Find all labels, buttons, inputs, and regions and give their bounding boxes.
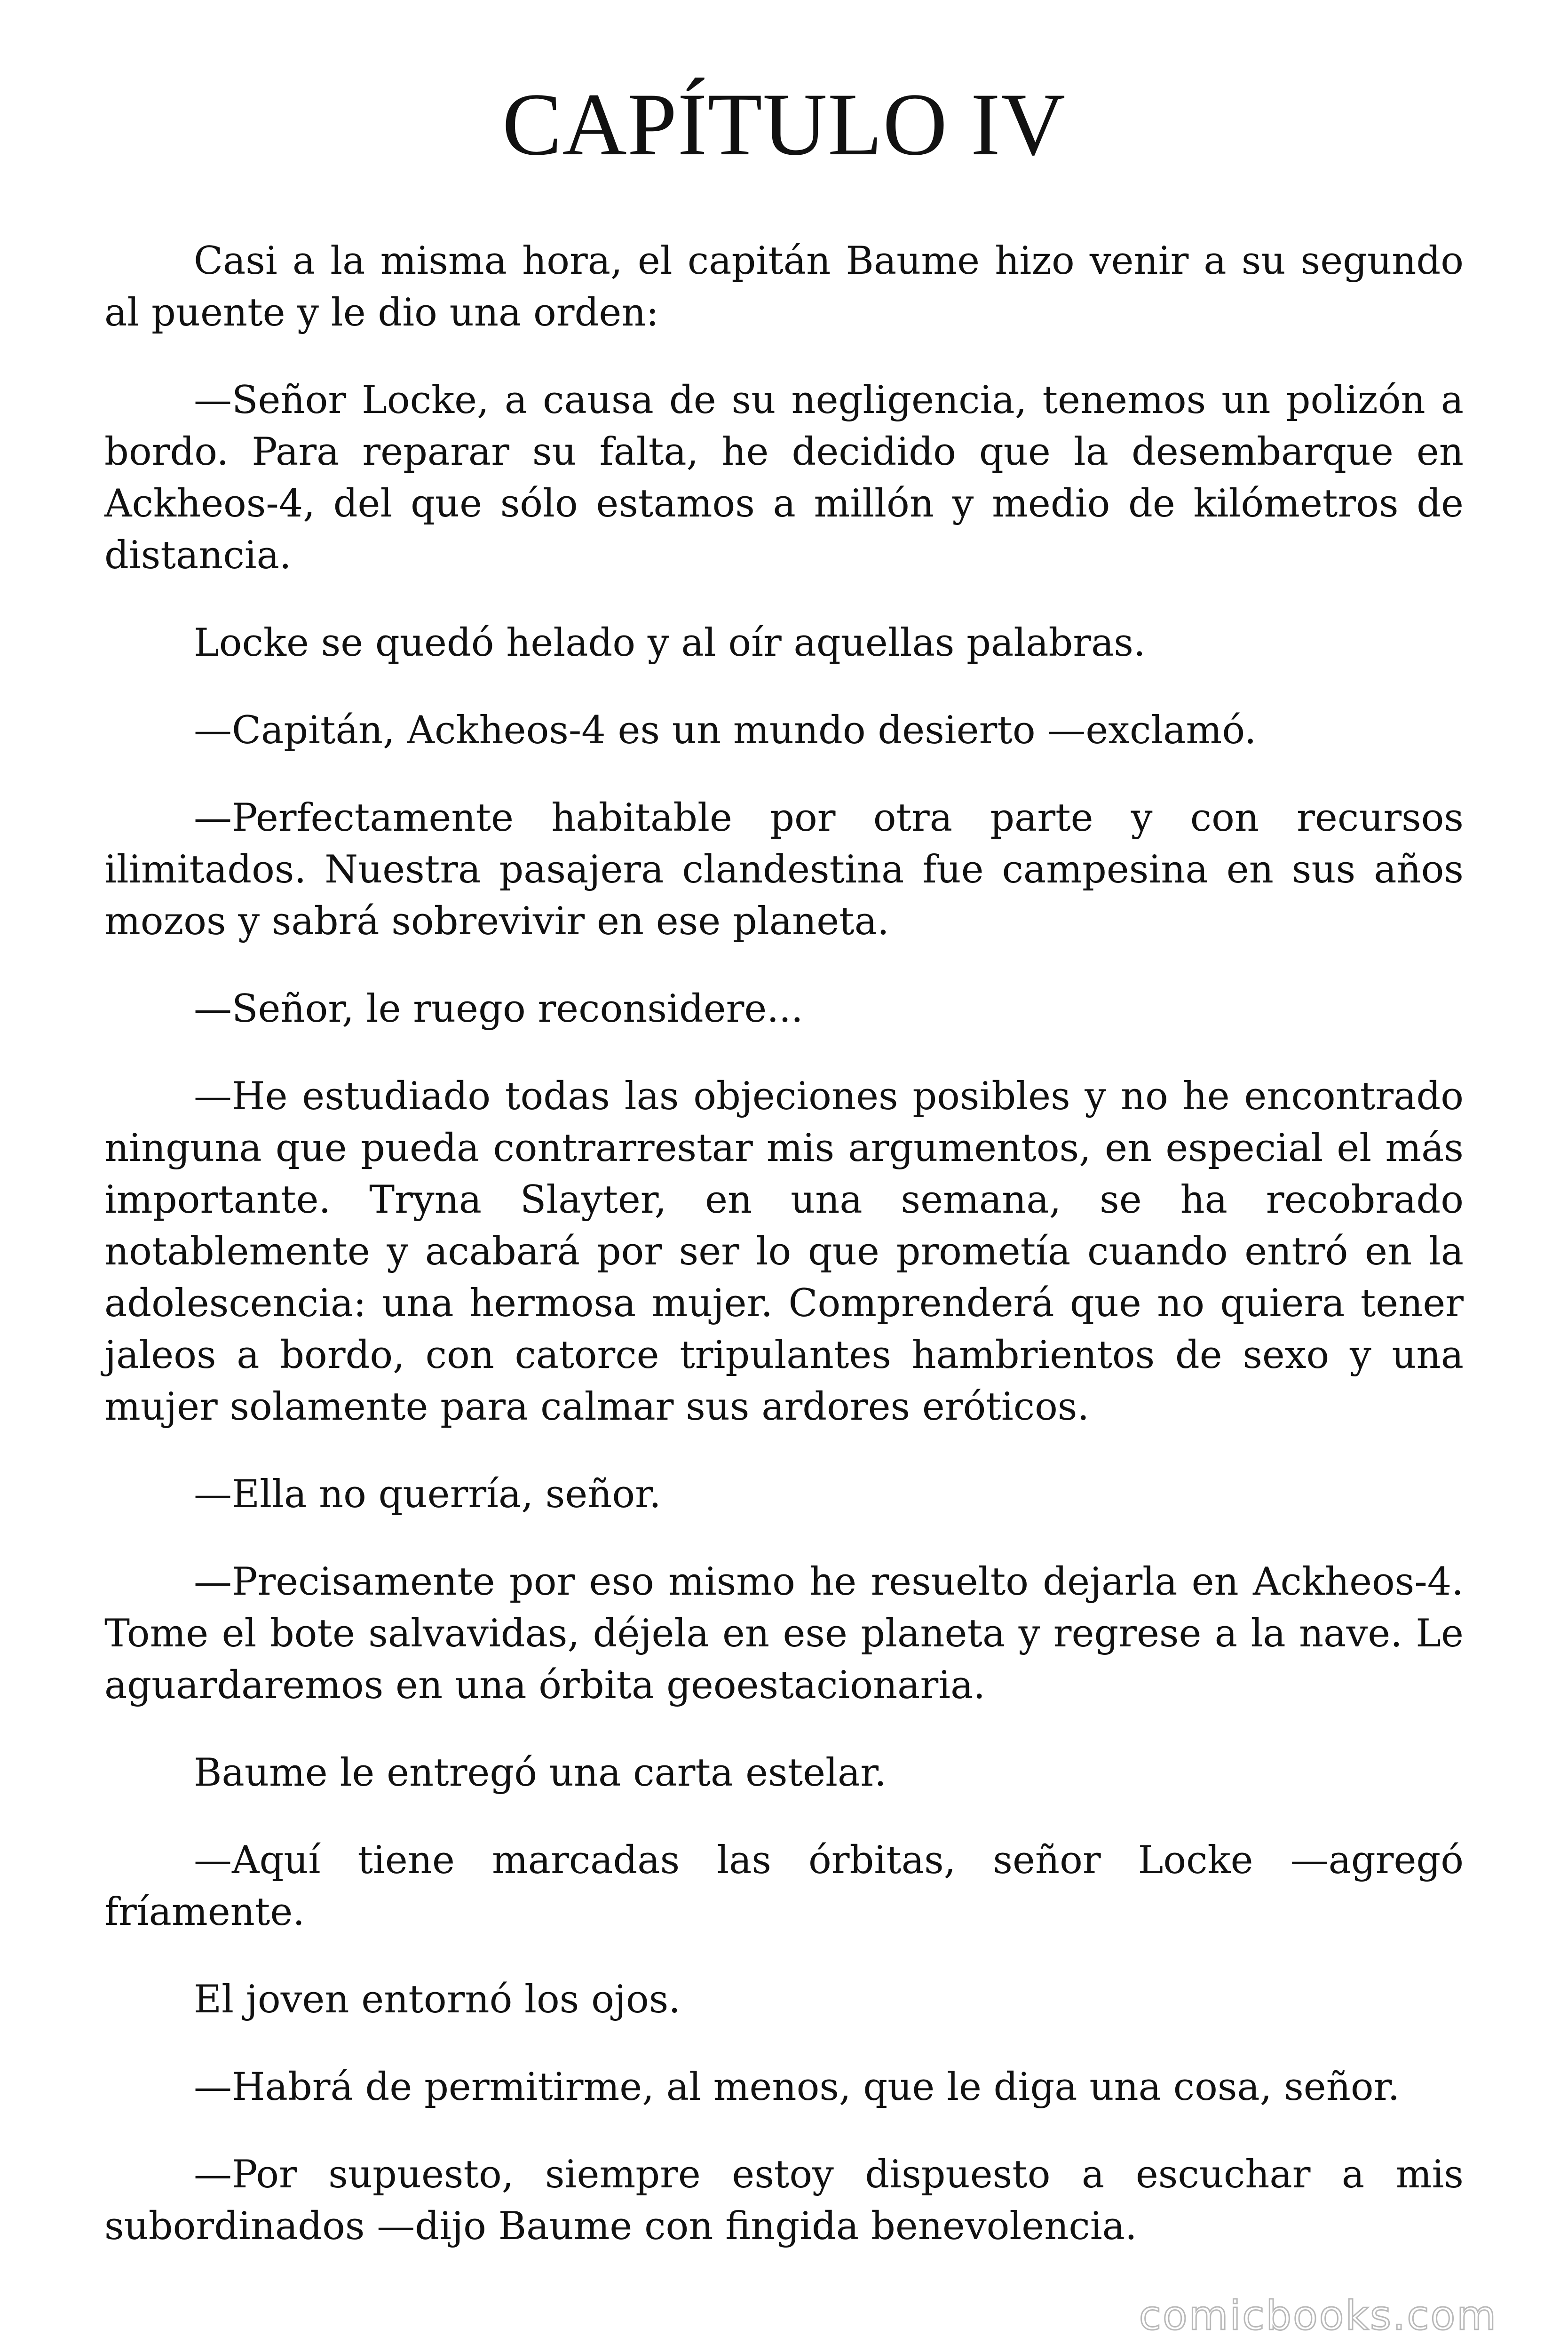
chapter-body bbox=[104, 235, 1464, 2288]
chapter-title: CAPÍTULO IV bbox=[502, 75, 1066, 174]
paragraph: —Aquí tiene marcadas las órbitas, señor Locke —agregó fríamente. bbox=[104, 1838, 1464, 1934]
book-page bbox=[104, 0, 1464, 2352]
paragraph: —Señor Locke, a causa de su negligencia, tenemos un polizón a bordo. Para reparar su falta, he decidido que la desembarque en Ackheos-4, del que sólo estamos a millón y medio de kilómetros de distancia. bbox=[104, 378, 1464, 578]
paragraph: —Capitán, Ackheos-4 es un mundo desierto —exclamó. bbox=[194, 708, 1257, 753]
watermark: comicbooks.com bbox=[1139, 2292, 1497, 2339]
paragraph: —Por supuesto, siempre estoy dispuesto a escuchar a mis subordinados —dijo Baume con fingida benevolencia. bbox=[104, 2153, 1464, 2249]
paragraph: —Habrá de permitirme, al menos, que le diga una cosa, señor. bbox=[194, 2065, 1400, 2109]
paragraph: —Ella no querría, señor. bbox=[194, 1472, 661, 1517]
paragraph: —Señor, le ruego reconsidere... bbox=[194, 987, 803, 1031]
paragraph: Baume le entregó una carta estelar. bbox=[194, 1751, 887, 1795]
paragraph: —Perfectamente habitable por otra parte y con recursos ilimitados. Nuestra pasajera clandestina fue campesina en sus años mozos y sabrá sobrevivir en ese planeta. bbox=[104, 796, 1464, 944]
paragraph: El joven entornó los ojos. bbox=[194, 1978, 681, 2022]
paragraph: Locke se quedó helado y al oír aquellas palabras. bbox=[194, 621, 1146, 665]
paragraph: —He estudiado todas las objeciones posibles y no he encontrado ninguna que pueda contrarrestar mis argumentos, en especial el más importante. Tryna Slayter, en una semana, se ha recobrado notablemente y acabará por ser lo que prometía cuando entró en la adolescencia: una hermosa mujer. Comprenderá que no quiera tener jaleos a bordo, con catorce tripulantes hambrientos de sexo y una mujer solamente para calmar sus ardores eróticos. bbox=[104, 1074, 1464, 1429]
paragraph: —Precisamente por eso mismo he resuelto dejarla en Ackheos-4. Tome el bote salvavidas, déjela en ese planeta y regrese a la nave. Le aguardaremos en una órbita geoestacionaria. bbox=[104, 1560, 1464, 1708]
paragraph: Casi a la misma hora, el capitán Baume hizo venir a su segundo al puente y le dio una orden: bbox=[104, 239, 1464, 335]
